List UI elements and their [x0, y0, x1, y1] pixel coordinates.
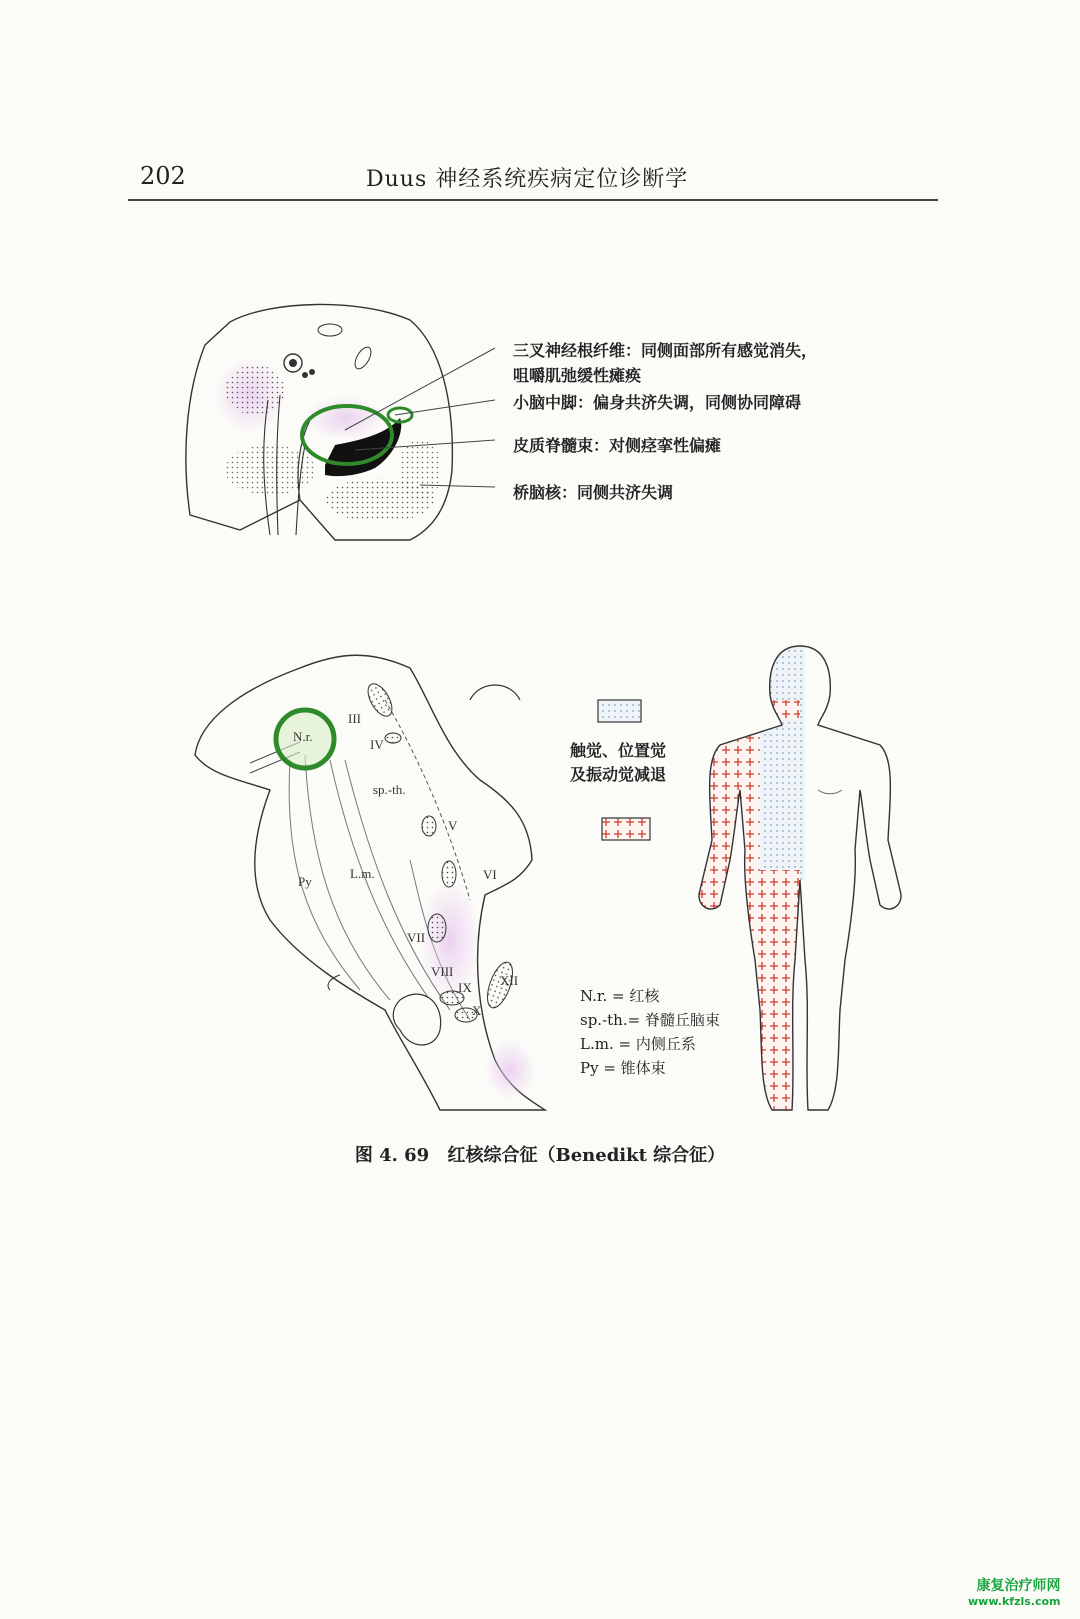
figure-caption [0, 1141, 1080, 1167]
label-nr: N.r. [293, 729, 313, 744]
label-py: Py [298, 874, 312, 889]
label-lm: L.m. [350, 866, 375, 881]
label-vi: VI [483, 867, 497, 882]
label-corticospinal-tract: 皮质脊髓束：对侧痉挛性偏瘫 [513, 436, 722, 455]
body-figure [690, 640, 901, 1120]
abbrev-nr: N.r. = 红核 [580, 987, 660, 1005]
caption-title: 红核综合征（Benedikt 综合征） [447, 1145, 726, 1166]
label-trigeminal-root-cont: 咀嚼肌弛缓性瘫痪 [513, 366, 642, 385]
caption-number: 图 4. 69 [354, 1145, 430, 1166]
label-x: X [472, 1003, 482, 1018]
watermark-name: 康复治疗师网 [976, 1578, 1061, 1594]
site-watermark [968, 1578, 1061, 1610]
legend-cross-swatch [602, 818, 650, 840]
abbrev-lm: L.m. = 内侧丘系 [580, 1035, 696, 1053]
abbrev-py: Py = 锥体束 [580, 1059, 666, 1077]
page-number: 202 [140, 162, 186, 190]
pons-section [186, 304, 495, 540]
legend-dotted-label-1: 触觉、位置觉 [570, 741, 667, 760]
legend-dotted-swatch [598, 700, 641, 722]
running-title: Duus 神经系统疾病定位诊断学 [366, 167, 689, 192]
label-vii: VII [407, 930, 426, 945]
label-trigeminal-root: 三叉神经根纤维：同侧面部所有感觉消失， [513, 341, 818, 360]
label-ix: IX [458, 980, 472, 995]
label-middle-cerebellar-peduncle: 小脑中脚：偏身共济失调，同侧协同障碍 [513, 393, 802, 412]
label-iv: IV [370, 737, 384, 752]
label-iii: III [348, 711, 361, 726]
label-viii: VIII [431, 964, 454, 979]
legend-dotted-label-2: 及振动觉减退 [570, 765, 667, 784]
abbrev-sp-th: sp.-th.= 脊髓丘脑束 [580, 1011, 720, 1029]
label-v: V [448, 818, 458, 833]
label-sp-th: sp.-th. [373, 782, 406, 797]
watermark-url: www.kfzls.com [968, 1595, 1061, 1608]
label-xii: XII [500, 973, 519, 988]
label-pontine-nuclei: 桥脑核：同侧共济失调 [513, 483, 674, 502]
